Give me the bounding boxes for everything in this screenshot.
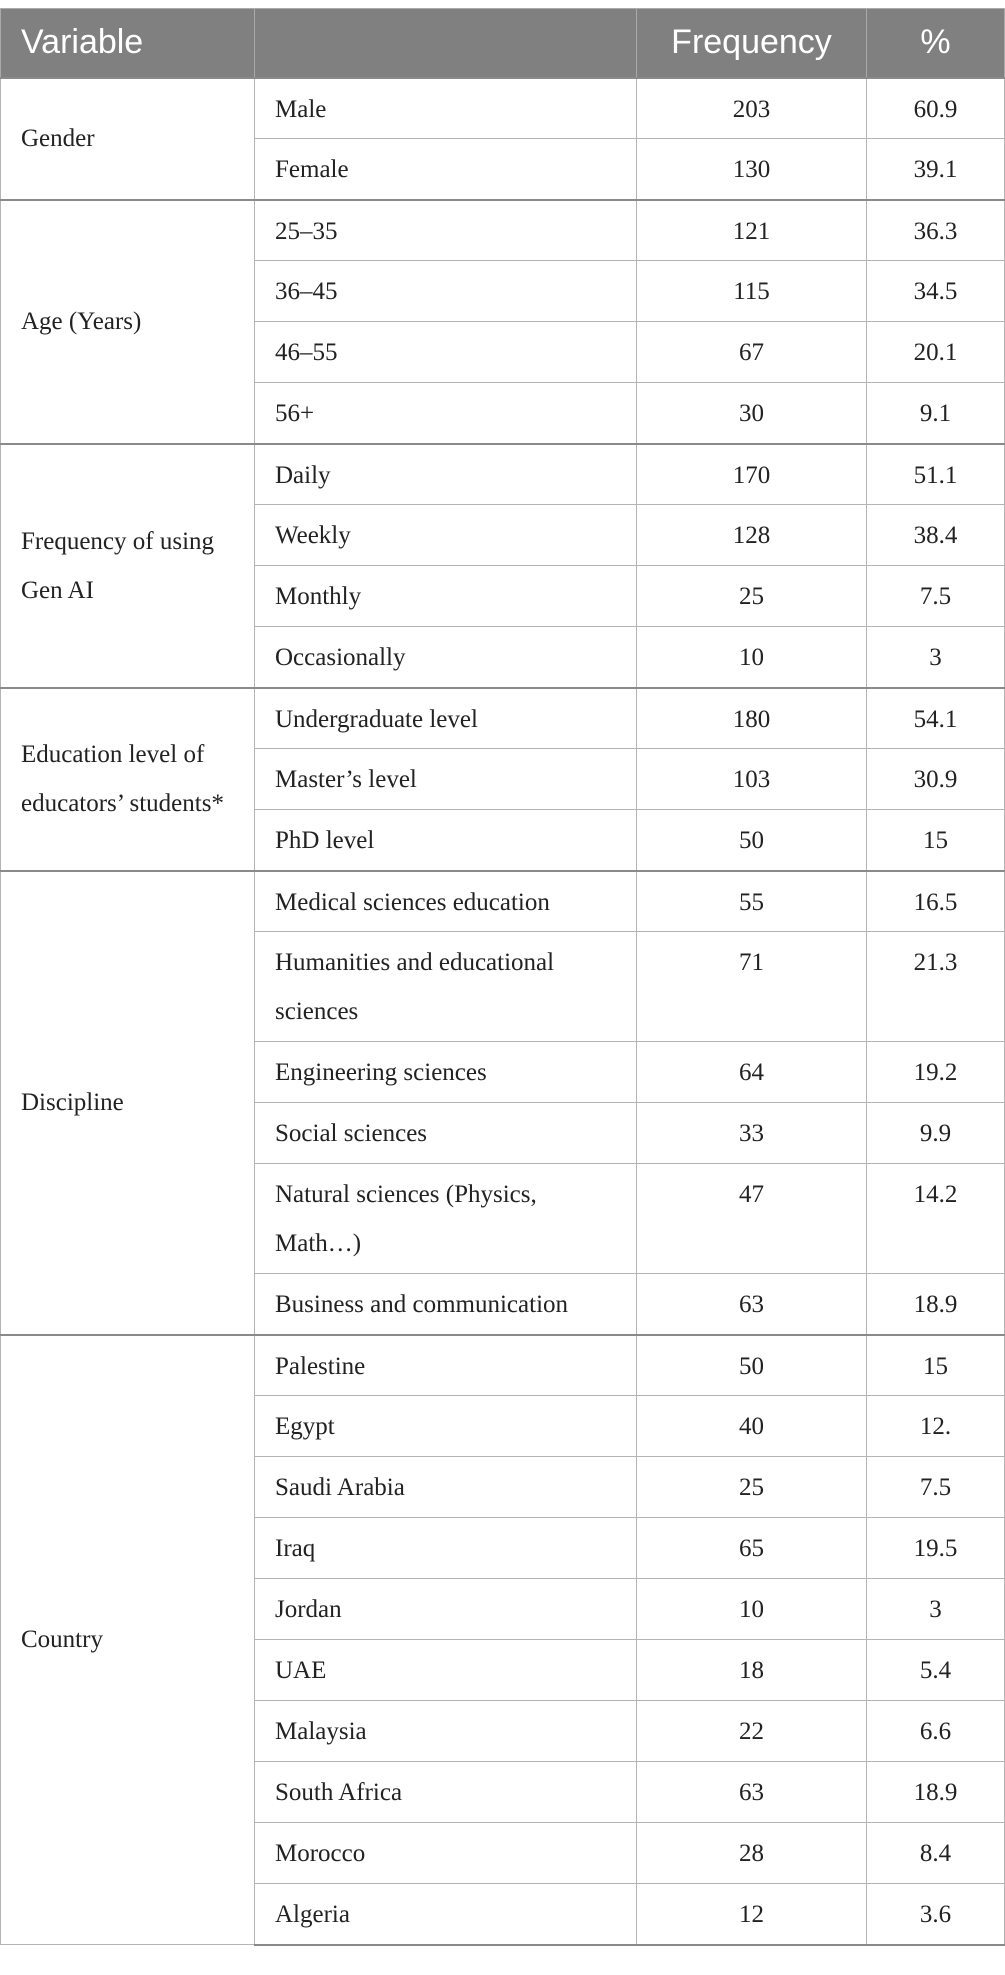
percent-cell: 6.6 [867,1701,1005,1762]
subcategory-cell: Natural sciences (Physics, Math…) [255,1164,637,1274]
subcategory-cell: Saudi Arabia [255,1457,637,1518]
percent-cell: 19.5 [867,1518,1005,1579]
table-row [1,1335,1005,1396]
subcategory-cell: South Africa [255,1762,637,1823]
percent-cell: 3 [867,627,1005,688]
subcategory-cell: Social sciences [255,1103,637,1164]
category-cell: Frequency of using Gen AI [1,444,255,688]
percent-cell: 12. [867,1396,1005,1457]
percent-cell: 14.2 [867,1164,1005,1274]
frequency-cell: 28 [637,1823,867,1884]
frequency-cell: 103 [637,749,867,810]
table-row [1,871,1005,932]
frequency-cell: 10 [637,627,867,688]
subcategory-cell: Egypt [255,1396,637,1457]
subcategory-cell: Female [255,139,637,200]
subcategory-cell: Occasionally [255,627,637,688]
frequency-cell: 115 [637,261,867,322]
table-body [1,78,1005,1945]
header-variable: Variable [1,9,255,78]
percent-cell: 36.3 [867,200,1005,261]
frequency-cell: 128 [637,505,867,566]
percent-cell: 18.9 [867,1762,1005,1823]
subcategory-cell: Male [255,78,637,139]
table-row [1,444,1005,505]
percent-cell: 18.9 [867,1274,1005,1335]
category-cell: Country [1,1335,255,1945]
frequency-cell: 18 [637,1640,867,1701]
category-cell: Education level of educators’ students* [1,688,255,871]
table-header [1,9,1005,78]
frequency-cell: 30 [637,383,867,444]
percent-cell: 20.1 [867,322,1005,383]
frequency-cell: 25 [637,1457,867,1518]
percent-cell: 15 [867,1335,1005,1396]
header-subcategory [255,9,637,78]
subcategory-cell: Daily [255,444,637,505]
subcategory-cell: Humanities and educational sciences [255,932,637,1042]
category-cell: Gender [1,78,255,200]
frequency-cell: 170 [637,444,867,505]
percent-cell: 15 [867,810,1005,871]
subcategory-cell: Monthly [255,566,637,627]
subcategory-cell: Engineering sciences [255,1042,637,1103]
percent-cell: 19.2 [867,1042,1005,1103]
frequency-cell: 22 [637,1701,867,1762]
subcategory-cell: PhD level [255,810,637,871]
percent-cell: 21.3 [867,932,1005,1042]
frequency-cell: 47 [637,1164,867,1274]
frequency-cell: 130 [637,139,867,200]
subcategory-cell: Jordan [255,1579,637,1640]
percent-cell: 9.1 [867,383,1005,444]
frequency-cell: 12 [637,1884,867,1945]
subcategory-cell: 25–35 [255,200,637,261]
percent-cell: 51.1 [867,444,1005,505]
frequency-cell: 10 [637,1579,867,1640]
frequency-cell: 50 [637,1335,867,1396]
frequency-cell: 55 [637,871,867,932]
subcategory-cell: Algeria [255,1884,637,1945]
table-row [1,200,1005,261]
frequency-cell: 180 [637,688,867,749]
frequency-cell: 71 [637,932,867,1042]
percent-cell: 7.5 [867,1457,1005,1518]
subcategory-cell: Morocco [255,1823,637,1884]
percent-cell: 8.4 [867,1823,1005,1884]
percent-cell: 3.6 [867,1884,1005,1945]
percent-cell: 9.9 [867,1103,1005,1164]
frequency-cell: 67 [637,322,867,383]
subcategory-cell: 46–55 [255,322,637,383]
subcategory-cell: Weekly [255,505,637,566]
category-cell: Age (Years) [1,200,255,444]
frequency-cell: 63 [637,1762,867,1823]
subcategory-cell: 56+ [255,383,637,444]
frequency-cell: 203 [637,78,867,139]
subcategory-cell: Iraq [255,1518,637,1579]
frequency-cell: 65 [637,1518,867,1579]
table-row [1,78,1005,139]
frequency-cell: 50 [637,810,867,871]
subcategory-cell: UAE [255,1640,637,1701]
frequency-cell: 63 [637,1274,867,1335]
percent-cell: 60.9 [867,78,1005,139]
percent-cell: 34.5 [867,261,1005,322]
percent-cell: 16.5 [867,871,1005,932]
subcategory-cell: Palestine [255,1335,637,1396]
category-cell: Discipline [1,871,255,1335]
percent-cell: 38.4 [867,505,1005,566]
percent-cell: 3 [867,1579,1005,1640]
header-row [1,9,1005,78]
subcategory-cell: Undergraduate level [255,688,637,749]
subcategory-cell: Medical sciences education [255,871,637,932]
demographics-table [0,8,1005,1946]
percent-cell: 7.5 [867,566,1005,627]
header-frequency: Frequency [637,9,867,78]
percent-cell: 5.4 [867,1640,1005,1701]
subcategory-cell: Master’s level [255,749,637,810]
percent-cell: 39.1 [867,139,1005,200]
frequency-cell: 40 [637,1396,867,1457]
table-row [1,688,1005,749]
subcategory-cell: 36–45 [255,261,637,322]
percent-cell: 54.1 [867,688,1005,749]
header-percent: % [867,9,1005,78]
frequency-cell: 64 [637,1042,867,1103]
frequency-cell: 33 [637,1103,867,1164]
subcategory-cell: Business and communication [255,1274,637,1335]
percent-cell: 30.9 [867,749,1005,810]
frequency-cell: 121 [637,200,867,261]
frequency-cell: 25 [637,566,867,627]
demographics-table-container [0,8,1004,1946]
subcategory-cell: Malaysia [255,1701,637,1762]
